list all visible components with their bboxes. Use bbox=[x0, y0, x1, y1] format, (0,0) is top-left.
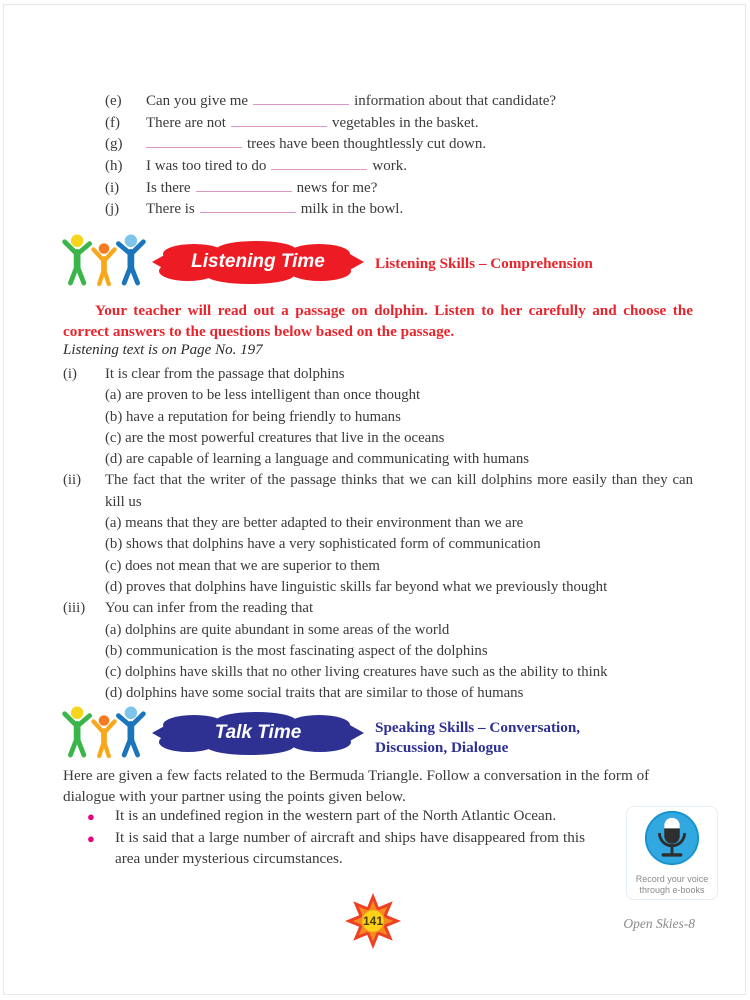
blank-line bbox=[196, 179, 292, 192]
option: (b) shows that dolphins have a very sophisticated form of communication bbox=[105, 536, 541, 553]
record-voice-widget[interactable] bbox=[626, 806, 718, 900]
children-holding-hands-icon bbox=[56, 703, 152, 761]
fact-item bbox=[87, 806, 592, 827]
option: (a) dolphins are quite abundant in some areas of the world bbox=[105, 621, 450, 638]
item-text: trees have been thoughtlessly cut down. bbox=[146, 135, 486, 153]
item-label: (f) bbox=[105, 114, 120, 131]
question-number: (i) bbox=[63, 366, 77, 382]
blank-line bbox=[271, 157, 367, 170]
bermuda-facts-list bbox=[87, 806, 592, 871]
option: (a) are proven to be less intelligent than once thought bbox=[105, 387, 421, 404]
bullet-icon: ● bbox=[87, 831, 95, 846]
banner-title: Listening Time bbox=[191, 251, 325, 272]
fact-text: It is an undefined region in the western part of the North Atlantic Ocean. bbox=[115, 807, 557, 824]
question-i bbox=[63, 364, 693, 385]
talk-time-banner bbox=[152, 711, 364, 759]
item-label: (i) bbox=[105, 179, 120, 196]
question-stem: The fact that the writer of the passage thinks that we can kill dolphins more easily than they can kill us bbox=[105, 472, 693, 510]
listening-time-banner bbox=[152, 240, 364, 288]
fill-item-j bbox=[105, 200, 665, 222]
talk-intro: Here are given a few facts related to the Bermuda Triangle. Follow a conversation in the form of dialogue with your partner using the points given below. bbox=[63, 767, 650, 805]
question-iii bbox=[63, 598, 693, 619]
listening-instruction: Your teacher will read out a passage on dolphin. Listen to her carefully and choose the correct answers to the questions below based on the passage. bbox=[63, 302, 693, 340]
fill-item-i bbox=[105, 179, 665, 201]
option: (d) proves that dolphins have linguistic skills far beyond what we previously thought bbox=[105, 578, 608, 595]
option: (d) are capable of learning a language and communicating with humans bbox=[105, 451, 530, 468]
fill-in-blanks-exercise bbox=[105, 92, 665, 222]
item-text: Is there news for me? bbox=[146, 179, 378, 196]
option: (b) have a reputation for being friendly to humans bbox=[105, 408, 401, 425]
blank-line bbox=[146, 135, 242, 148]
microphone-icon[interactable] bbox=[643, 809, 701, 867]
fill-item-f bbox=[105, 114, 665, 136]
listening-skills-heading: Listening Skills – Comprehension bbox=[375, 255, 593, 272]
fill-item-h bbox=[105, 157, 665, 179]
item-label: (g) bbox=[105, 136, 123, 153]
blank-line bbox=[231, 114, 327, 127]
children-holding-hands-icon bbox=[56, 231, 152, 289]
fill-item-e bbox=[105, 92, 665, 114]
question-stem: You can infer from the reading that bbox=[105, 600, 314, 617]
listening-questions bbox=[63, 364, 693, 705]
option: (c) does not mean that we are superior to them bbox=[105, 557, 380, 574]
item-text: There are not vegetables in the basket. bbox=[146, 114, 479, 131]
question-stem: It is clear from the passage that dolphins bbox=[105, 366, 345, 382]
question-number: (ii) bbox=[63, 472, 82, 489]
item-text: Can you give me information about that candidate? bbox=[146, 93, 557, 109]
option: (b) communication is the most fascinating aspect of the dolphins bbox=[105, 642, 488, 659]
question-ii bbox=[63, 470, 693, 513]
item-text: I was too tired to do work. bbox=[146, 158, 407, 175]
item-label: (j) bbox=[105, 201, 120, 218]
banner-title: Talk Time bbox=[214, 722, 302, 743]
option: (d) dolphins have some social traits that are similar to those of humans bbox=[105, 685, 524, 702]
page-number-star bbox=[343, 891, 403, 951]
item-text: There is milk in the bowl. bbox=[146, 201, 404, 218]
book-title: Open Skies-8 bbox=[623, 916, 695, 931]
blank-line bbox=[253, 92, 349, 105]
fact-item bbox=[87, 828, 592, 870]
fact-text: It is said that a large number of aircraft and ships have disappeared from this area under mysterious circumstances. bbox=[115, 829, 585, 867]
blank-line bbox=[200, 200, 296, 213]
page-number: 141 bbox=[362, 914, 384, 928]
speaking-skills-heading: Speaking Skills – Conversation, Discussion, Dialogue bbox=[375, 719, 581, 756]
item-label: (e) bbox=[105, 93, 122, 109]
record-caption: Record your voice through e-books bbox=[635, 874, 709, 895]
bullet-icon: ● bbox=[87, 809, 95, 824]
question-number: (iii) bbox=[63, 600, 86, 617]
option: (c) dolphins have skills that no other living creatures have such as the ability to think bbox=[105, 664, 608, 681]
item-label: (h) bbox=[105, 158, 123, 175]
fill-item-g bbox=[105, 135, 665, 157]
listening-note: Listening text is on Page No. 197 bbox=[63, 342, 263, 358]
option: (a) means that they are better adapted to their environment than we are bbox=[105, 515, 524, 532]
option: (c) are the most powerful creatures that live in the oceans bbox=[105, 429, 445, 446]
